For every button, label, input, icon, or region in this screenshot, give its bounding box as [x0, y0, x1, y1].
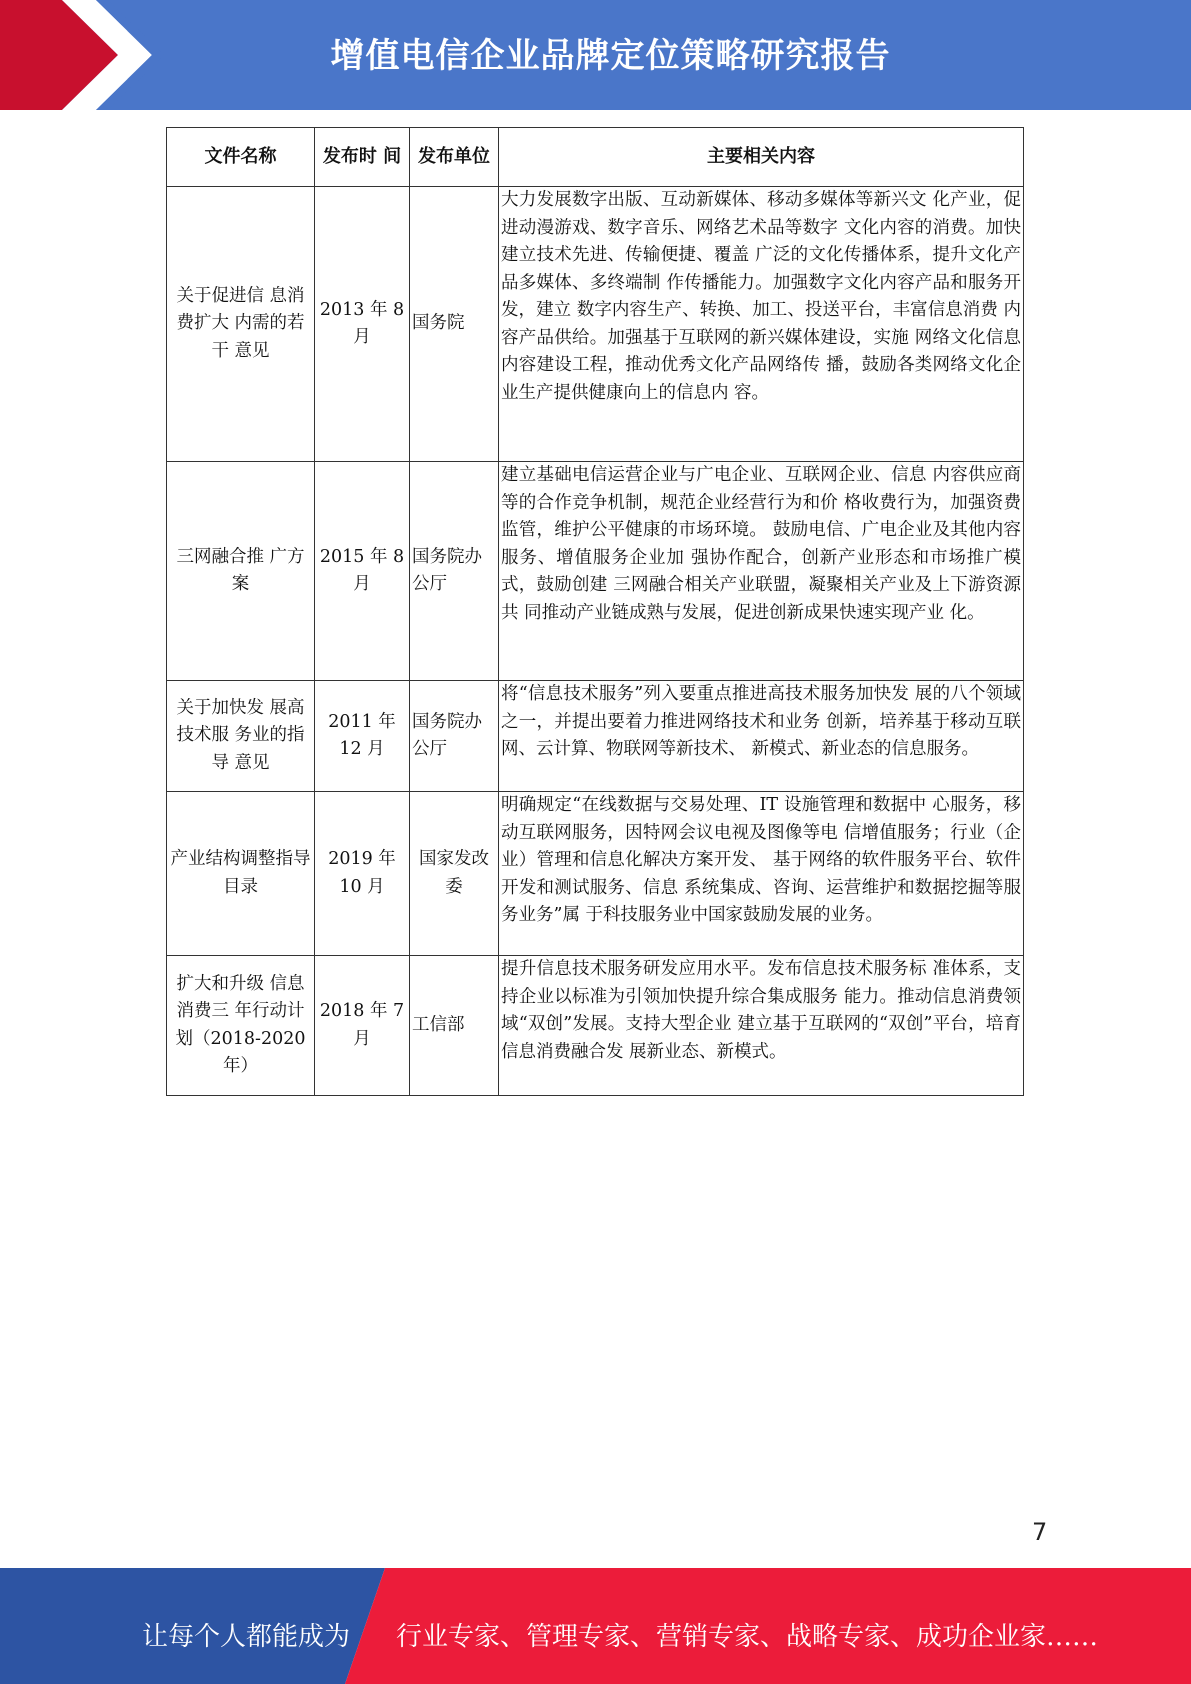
cell-content: 建立基础电信运营企业与广电企业、互联网企业、信息 内容供应商等的合作竞争机制，规范企业经营行为和价 格收费行为，加强资费监管，维护公平健康的市场环境。 鼓励电信、广电企业及其他内容服务、增值服务企业加 强协作配合，创新产业形态和市场推广模式，鼓励创建 三网融合相关产业联盟，凝聚相关产业及上下游资源共 同推动产业链成熟与发展，促进创新成果快速实现产业 化。 [499, 462, 1024, 681]
cell-name: 关于加快发 展高技术服 务业的指导 意见 [167, 681, 315, 792]
footer-slogan-right: 行业专家、管理专家、营销专家、战略专家、成功企业家…… [396, 1622, 1099, 1652]
cell-name: 三网融合推 广方案 [167, 462, 315, 681]
table-row [167, 462, 1024, 681]
cell-name: 扩大和升级 信息消费三 年行动计划（2018-2020年） [167, 956, 315, 1096]
header-unit: 发布单位 [410, 128, 499, 187]
cell-unit: 国务院办公厅 [410, 681, 499, 792]
cell-name: 关于促进信 息消费扩大 内需的若干 意见 [167, 187, 315, 462]
table-row [167, 792, 1024, 956]
cell-unit: 国务院办公厅 [410, 462, 499, 681]
footer-slogan-left: 让每个人都能成为 [142, 1622, 351, 1652]
table-row [167, 956, 1024, 1096]
cell-unit: 国家发改委 [410, 792, 499, 956]
page-number: 7 [1032, 1518, 1048, 1546]
footer-banner [0, 1568, 1191, 1684]
cell-time: 2018 年 7 月 [315, 956, 410, 1096]
policy-table [166, 127, 1024, 1096]
cell-time: 2013 年 8 月 [315, 187, 410, 462]
header-banner [0, 0, 1191, 110]
cell-content: 将“信息技术服务”列入要重点推进高技术服务加快发 展的八个领域之一，并提出要着力推进网络技术和业务 创新，培养基于移动互联网、云计算、物联网等新技术、 新模式、新业态的信息服务。 [499, 681, 1024, 792]
cell-time: 2011 年 12 月 [315, 681, 410, 792]
cell-content: 大力发展数字出版、互动新媒体、移动多媒体等新兴文 化产业，促进动漫游戏、数字音乐、网络艺术品等数字 文化内容的消费。加快建立技术先进、传输便捷、覆盖 广泛的文化传播体系，提升文化产品多媒体、多终端制 作传播能力。加强数字文化内容产品和服务开发，建立 数字内容生产、转换、加工、投送平台，丰富信息消费 内容产品供给。加强基于互联网的新兴媒体建设，实施 网络文化信息内容建设工程，推动优秀文化产品网络传 播，鼓励各类网络文化企业生产提供健康向上的信息内 容。 [499, 187, 1024, 462]
table-row [167, 681, 1024, 792]
cell-name: 产业结构调整指导目录 [167, 792, 315, 956]
header-time: 发布时 间 [315, 128, 410, 187]
header-name: 文件名称 [167, 128, 315, 187]
cell-content: 明确规定“在线数据与交易处理、IT 设施管理和数据中 心服务，移动互联网服务，因特网会议电视及图像等电 信增值服务；行业（企业）管理和信息化解决方案开发、 基于网络的软件服务平台、软件开发和测试服务、信息 系统集成、咨询、运营维护和数据挖掘等服务业务”属 于科技服务业中国家鼓励发展的业务。 [499, 792, 1024, 956]
cell-unit: 工信部 [410, 956, 499, 1096]
cell-time: 2019 年 10 月 [315, 792, 410, 956]
table-header-row [167, 128, 1024, 187]
cell-content: 提升信息技术服务研发应用水平。发布信息技术服务标 准体系，支持企业以标准为引领加快提升综合集成服务 能力。推动信息消费领域“双创”发展。支持大型企业 建立基于互联网的“双创”平台，培育信息消费融合发 展新业态、新模式。 [499, 956, 1024, 1096]
report-title: 增值电信企业品牌定位策略研究报告 [330, 36, 891, 76]
cell-time: 2015 年 8 月 [315, 462, 410, 681]
table-row [167, 187, 1024, 462]
header-content: 主要相关内容 [499, 128, 1024, 187]
cell-unit: 国务院 [410, 187, 499, 462]
